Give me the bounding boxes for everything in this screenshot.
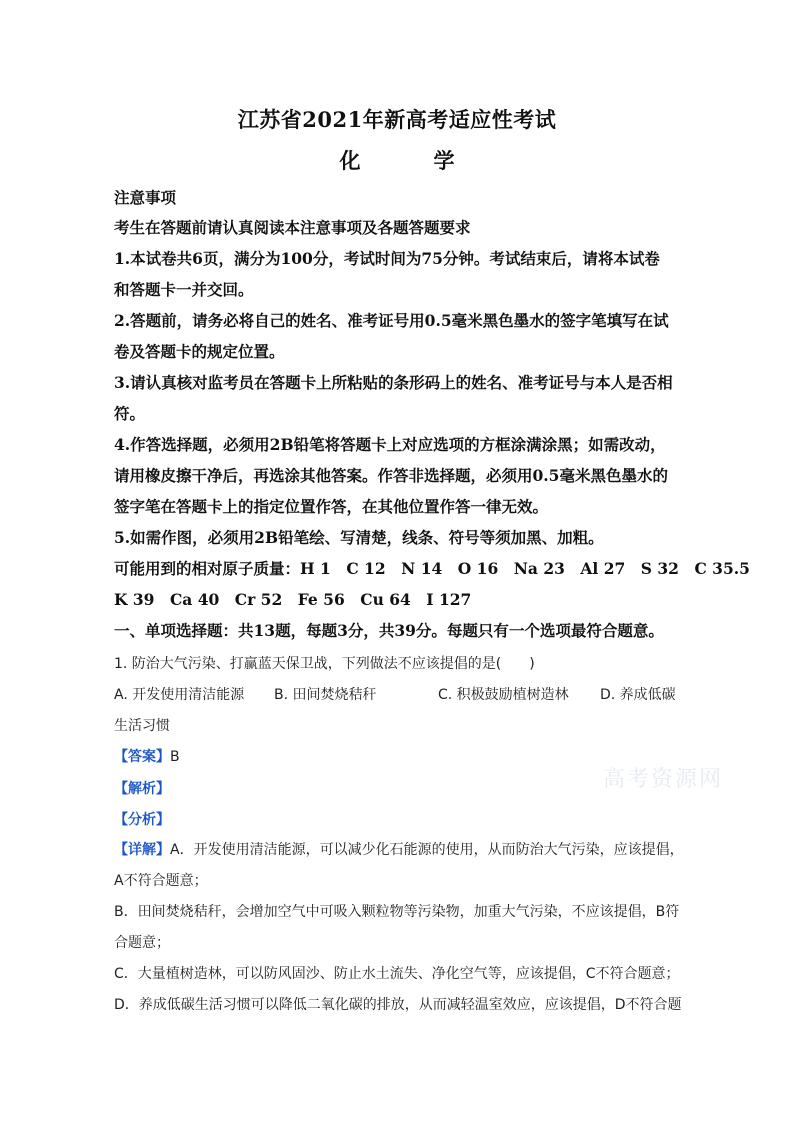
notice-line: 2.答题前，请务必将自己的姓名、准考证号用0.5毫米黑色墨水的签字笔填写在试	[114, 311, 669, 330]
subject-title: 化 学	[339, 148, 481, 173]
question-stem: 1. 防治大气污染、打赢蓝天保卫战，下列做法不应该提倡的是( )	[114, 656, 535, 672]
notice-line: 卷及答题卡的规定位置。	[114, 342, 285, 361]
notice-line: 签字笔在答题卡上的指定位置作答，在其他位置作答一律无效。	[114, 497, 549, 516]
notice-line: 3.请认真核对监考员在答题卡上所粘贴的条形码上的姓名、准考证号与本人是否相	[114, 373, 673, 392]
fenxi-tag: 【分析】	[114, 812, 170, 828]
option-a: A. 开发使用清洁能源	[114, 687, 245, 703]
detail-line: D．养成低碳生活习惯可以降低二氧化碳的排放，从而减轻温室效应，应该提倡，D不符合题	[114, 997, 682, 1013]
detail-line: C．大量植树造林，可以防风固沙、防止水土流失、净化空气等，应该提倡，C不符合题意；	[114, 966, 680, 982]
atomic-masses-line: 可能用到的相对原子质量：H 1 C 12 N 14 O 16 Na 23 Al 27 S 32 C 35.5	[114, 559, 750, 578]
option-d: D. 养成低碳	[600, 687, 676, 703]
detail-line: A不符合题意；	[114, 873, 208, 889]
notice-line: 符。	[114, 404, 146, 423]
notice-line: 请用橡皮擦干净后，再选涂其他答案。作答非选择题，必须用0.5毫米黑色墨水的	[114, 466, 668, 485]
notice-line: 4.作答选择题，必须用2B铅笔将答题卡上对应选项的方框涂满涂黑；如需改动，	[114, 435, 666, 454]
option-d-wrap: 生活习惯	[114, 718, 170, 734]
answer-value: B	[170, 749, 180, 765]
notice-line: 5.如需作图，必须用2B铅笔绘、写清楚，线条、符号等须加黑、加粗。	[114, 528, 604, 547]
option-b: B. 田间焚烧秸秆	[274, 687, 377, 703]
analysis-tag: 【解析】	[114, 781, 170, 797]
detail-text: A．开发使用清洁能源，可以减少化石能源的使用，从而防治大气污染，应该提倡，	[170, 842, 684, 858]
notice-heading: 注意事项	[114, 188, 177, 207]
section-heading: 一、单项选择题：共13题，每题3分，共39分。每题只有一个选项最符合题意。	[114, 621, 664, 640]
answer-tag: 【答案】	[114, 749, 170, 765]
page-title: 江苏省2021年新高考适应性考试	[237, 107, 557, 132]
option-c: C. 积极鼓励植树造林	[438, 687, 569, 703]
atomic-masses-line: K 39 Ca 40 Cr 52 Fe 56 Cu 64 I 127	[114, 590, 472, 609]
fenxi-line	[114, 809, 694, 830]
notice-line: 和答题卡一并交回。	[114, 280, 254, 299]
notice-intro: 考生在答题前请认真阅读本注意事项及各题答题要求	[114, 218, 471, 237]
detail-line	[114, 840, 694, 860]
watermark: 高考资源网	[603, 767, 724, 792]
detail-tag: 【详解】	[114, 842, 170, 858]
detail-line: B．田间焚烧秸秆，会增加空气中可吸入颗粒物等污染物，加重大气污染，不应该提倡，B符	[114, 904, 680, 920]
detail-line: 合题意；	[114, 935, 170, 951]
notice-line: 1.本试卷共6页，满分为100分，考试时间为75分钟。考试结束后，请将本试卷	[114, 249, 660, 268]
